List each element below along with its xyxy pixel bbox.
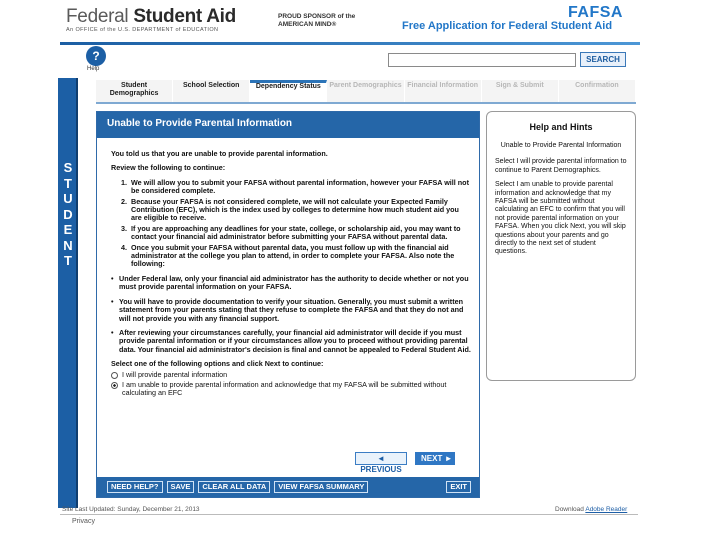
list-item: 2. Because your FAFSA is not considered complete, we will not calculate your Expected Family Contribution (EFC), which is the index used by colleges to determine how much student aid you are eligible to receive. bbox=[121, 196, 459, 223]
main-panel bbox=[96, 111, 480, 498]
help-label[interactable]: Help bbox=[87, 66, 100, 72]
student-letter: S bbox=[63, 160, 73, 175]
radio-provide[interactable] bbox=[111, 372, 118, 379]
help-paragraph: Select I will provide parental information to continue to Parent Demographics. bbox=[495, 158, 627, 174]
exit-button[interactable]: EXIT bbox=[446, 481, 471, 493]
adobe-reader-link[interactable]: Adobe Reader bbox=[585, 506, 628, 513]
option-label: I will provide parental information bbox=[122, 369, 228, 379]
list-item: 4. Once you submit your FAFSA without parental data, you must follow up with the financial aid administrator at the college you plan to attend, in order to complete your FAFSA. Also note the following: bbox=[121, 242, 455, 269]
download-reader: Download Adobe Reader bbox=[555, 506, 628, 513]
tab-confirmation: Confirmation bbox=[559, 80, 636, 102]
tab-financial-information: Financial Information bbox=[405, 80, 482, 102]
bottom-toolbar bbox=[97, 477, 479, 497]
logo-subtitle: An OFFICE of the U.S. DEPARTMENT of EDUCATION bbox=[66, 27, 219, 33]
bullet-list bbox=[111, 275, 471, 354]
need-help-button[interactable]: NEED HELP? bbox=[107, 481, 163, 493]
student-letter: D bbox=[63, 206, 73, 222]
help-subtitle: Unable to Provide Parental Information bbox=[500, 142, 622, 149]
student-letter: T bbox=[64, 253, 72, 268]
student-vertical-label bbox=[58, 160, 78, 269]
tab-student-demographics[interactable]: Student Demographics bbox=[96, 80, 173, 102]
previous-button[interactable]: ◄ PREVIOUS bbox=[355, 452, 407, 465]
header-divider bbox=[60, 42, 640, 45]
tab-dependency-status[interactable]: Dependency Status bbox=[250, 80, 327, 102]
intro-text: You told us that you are unable to provide parental information. bbox=[111, 149, 328, 158]
student-letter: E bbox=[63, 222, 73, 237]
federal-student-aid-logo[interactable]: Federal Student Aid bbox=[66, 6, 236, 27]
site-header bbox=[0, 0, 720, 48]
page-title: Unable to Provide Parental Information bbox=[97, 112, 479, 138]
fafsa-tagline: Free Application for Federal Student Aid bbox=[402, 20, 613, 32]
list-item: 3. If you are approaching any deadlines for your state, college, or scholarship aid, you may want to contact your financial aid administrator before submitting your FAFSA without parental data. bbox=[121, 223, 461, 242]
list-item: • After reviewing your circumstances carefully, your financial aid administrator will decide if you must provide parental information or if your circumstances allow you to proceed without providing parental data. Your financial aid administrator's decision is final and cannot be appealed to Federal Student Aid. bbox=[111, 327, 471, 354]
search-input[interactable] bbox=[388, 53, 576, 67]
option-label: I am unable to provide parental information and acknowledge that my FAFSA will be submitted without calculating an EFC bbox=[122, 379, 447, 398]
search-button[interactable]: SEARCH bbox=[580, 52, 626, 67]
view-summary-button[interactable]: VIEW FAFSA SUMMARY bbox=[274, 481, 368, 493]
list-item: 1. We will allow you to submit your FAFSA without parental information, however your FAFSA will not be considered complete. bbox=[121, 177, 469, 196]
fafsa-logo: FAFSA bbox=[568, 4, 623, 21]
tabs-divider bbox=[96, 102, 636, 104]
tab-parent-demographics: Parent Demographics bbox=[327, 80, 404, 102]
student-section-bar bbox=[58, 78, 78, 508]
progress-tabs bbox=[96, 80, 636, 102]
help-icon[interactable]: ? bbox=[86, 46, 106, 66]
student-letter: N bbox=[63, 237, 73, 253]
list-item: • Under Federal law, only your financial aid administrator has the authority to decide whether or not you must provide parental information on your FAFSA. bbox=[111, 273, 469, 292]
help-title: Help and Hints bbox=[529, 122, 593, 132]
tab-sign-submit: Sign & Submit bbox=[482, 80, 559, 102]
save-button[interactable]: SAVE bbox=[167, 481, 195, 493]
last-updated-text: Site Last Updated: Sunday, December 21, 2013 bbox=[62, 506, 200, 513]
footer-divider bbox=[60, 514, 638, 515]
tab-school-selection[interactable]: School Selection bbox=[173, 80, 250, 102]
help-hints-panel bbox=[486, 111, 636, 381]
student-letter: U bbox=[63, 191, 73, 206]
review-heading: Review the following to continue: bbox=[111, 163, 226, 173]
privacy-link[interactable]: Privacy bbox=[72, 518, 95, 525]
main-content bbox=[111, 150, 471, 398]
radio-unable[interactable] bbox=[111, 382, 118, 389]
help-paragraph: Select I am unable to provide parental information and acknowledge that my FAFSA will be submitted without calculating an EFC to confirm that you will not provide parental information on your FAFSA. When you click Next, you will skip questions about your parents and go directly to the next set of student questions. bbox=[495, 181, 626, 256]
next-button[interactable]: NEXT ► bbox=[415, 452, 455, 465]
option-provide[interactable] bbox=[111, 371, 471, 379]
sponsor-text: PROUD SPONSOR of the AMERICAN MIND® bbox=[278, 13, 356, 28]
clear-all-data-button[interactable]: CLEAR ALL DATA bbox=[198, 481, 270, 493]
numbered-list bbox=[121, 179, 471, 269]
student-letter: T bbox=[64, 175, 72, 191]
options-prompt: Select one of the following options and click Next to continue: bbox=[111, 359, 324, 369]
option-unable[interactable] bbox=[111, 381, 471, 398]
list-item: • You will have to provide documentation to verify your situation. Generally, you must submit a written statement from your parents stating that they refuse to complete the FAFSA and that they do not and will not provide you with any financial support. bbox=[111, 296, 464, 323]
